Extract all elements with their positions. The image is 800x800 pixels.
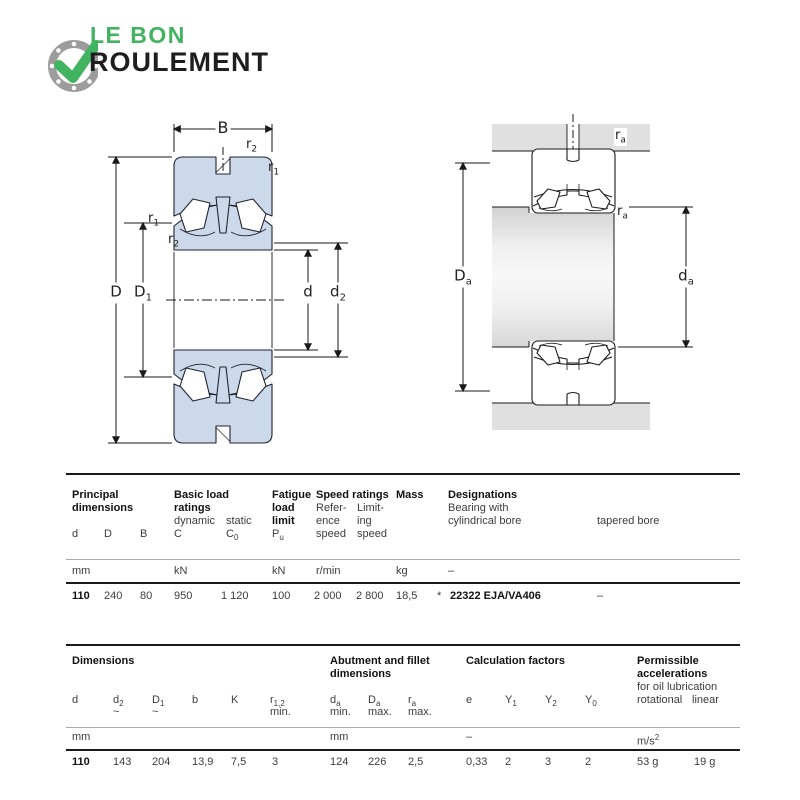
t1-sub-dynamic: dynamic — [174, 515, 215, 527]
t1-sub-C: C — [174, 528, 182, 540]
t1-val-D: 240 — [104, 590, 123, 602]
dim-label-r1-left: $r_1$ — [148, 211, 160, 229]
t2-sub-D1-note: ~ — [152, 706, 159, 718]
t1-sub-lim-l1: Limit- — [357, 502, 384, 514]
t2-sub-b: b — [192, 694, 199, 706]
dim-label-D1: $D_1$ — [134, 282, 152, 304]
t1-val-B: 80 — [140, 590, 153, 602]
dim-label-ra-mid: $r_a$ — [617, 204, 628, 222]
t2-val-r12: 3 — [272, 756, 279, 768]
t2-group-perm-l2: accelerations — [637, 668, 708, 680]
t1-unit-mm: mm — [72, 565, 91, 577]
t2-sub-d2: $d_2$ — [113, 694, 124, 709]
t2-group-perm-l3: for oil lubrication — [637, 681, 718, 693]
t1-sub-B: B — [140, 528, 148, 540]
t1-val-d: 110 — [72, 590, 90, 602]
t2-sub-r12-note: min. — [270, 706, 291, 718]
dim-label-Da: $D_a$ — [454, 266, 472, 288]
t2-val-Da: 226 — [368, 756, 387, 768]
t1-val-Pu: 100 — [272, 590, 291, 602]
t2-group-calc: Calculation factors — [466, 655, 566, 667]
t1-sub-ref-l1: Refer- — [316, 502, 347, 514]
t1-group-fatigue-l3: limit — [272, 515, 295, 527]
t2-unit-dash: – — [466, 731, 473, 743]
t1-group-fatigue-l1: Fatigue — [272, 489, 312, 501]
logo-text-line2: ROULEMENT — [89, 47, 269, 77]
t1-val-C: 950 — [174, 590, 193, 602]
t2-sub-Y0: $Y_0$ — [585, 694, 597, 709]
t1-group-speed: Speed ratings — [316, 489, 389, 501]
dim-label-r2-left: $r_2$ — [168, 232, 180, 250]
dim-label-da: $d_a$ — [678, 266, 694, 288]
housing-bottom — [492, 403, 650, 430]
t2-sub-r12: $r_{1,2}$ — [270, 694, 285, 709]
t1-val-star: * — [437, 590, 442, 602]
t2-sub-da-note: min. — [330, 706, 351, 718]
t2-sub-rotational: rotational — [637, 694, 683, 706]
t1-group-fatigue-l2: load — [272, 502, 295, 514]
table2-top-rule — [66, 644, 740, 646]
t2-val-d: 110 — [72, 756, 90, 768]
t1-unit-rpm: r/min — [316, 565, 341, 577]
right-diagram — [455, 114, 693, 430]
t1-group-principal-l2: dimensions — [72, 502, 134, 514]
t2-val-K: 7,5 — [231, 756, 247, 768]
t1-sub-ref-l2: ence — [316, 515, 340, 527]
t1-sub-bearing-l2: cylindrical bore — [448, 515, 522, 527]
t2-val-ra: 2,5 — [408, 756, 424, 768]
t2-group-abutment-l2: dimensions — [330, 668, 392, 680]
t2-val-Y2: 3 — [545, 756, 552, 768]
t2-sub-Y1: $Y_1$ — [505, 694, 517, 709]
table1-data-rule — [66, 582, 740, 584]
t1-val-ref-speed: 2 000 — [314, 590, 342, 602]
t2-val-rotational: 53 g — [637, 756, 659, 768]
t2-sub-ra: $r_a$ — [408, 694, 417, 709]
t2-val-da: 124 — [330, 756, 349, 768]
t1-sub-D: D — [104, 528, 112, 540]
table1-top-rule — [66, 473, 740, 475]
t2-sub-d: d — [72, 694, 79, 706]
t2-unit-mm1: mm — [72, 731, 91, 743]
t2-val-d2: 143 — [113, 756, 132, 768]
t1-sub-lim-l2: ing — [357, 515, 372, 527]
t1-group-designations: Designations — [448, 489, 518, 501]
t1-group-basic-l1: Basic load — [174, 489, 230, 501]
t2-val-linear: 19 g — [694, 756, 716, 768]
t1-group-principal-l1: Principal — [72, 489, 119, 501]
logo-text-line1: LE BON — [90, 22, 186, 48]
t1-sub-Pu: $P_u$ — [272, 528, 284, 543]
t2-sub-e: e — [466, 694, 473, 706]
t1-val-designation: 22322 EJA/VA406 — [450, 590, 541, 602]
dim-label-d: d — [301, 283, 315, 304]
t2-sub-d2-note: ~ — [113, 706, 120, 718]
t2-sub-Y2: $Y_2$ — [545, 694, 557, 709]
t2-val-b: 13,9 — [192, 756, 214, 768]
t2-sub-K: K — [231, 694, 239, 706]
t2-val-Y1: 2 — [505, 756, 512, 768]
t1-val-tapered: – — [597, 590, 604, 602]
t2-sub-ra-note: max. — [408, 706, 432, 718]
t2-group-perm-l1: Permissible — [637, 655, 699, 667]
t2-val-e: 0,33 — [466, 756, 488, 768]
t1-sub-static: static — [226, 515, 252, 527]
t2-sub-D1: $D_1$ — [152, 694, 165, 709]
shaft — [492, 207, 614, 347]
t1-sub-ref-l3: speed — [316, 528, 346, 540]
t1-unit-dash: – — [448, 565, 455, 577]
dim-label-r1-top: $r_1$ — [268, 160, 280, 178]
dim-label-d2: $d_2$ — [330, 282, 346, 304]
t1-sub-d: d — [72, 528, 79, 540]
t1-sub-bearing-l1: Bearing with — [448, 502, 509, 514]
t2-unit-mm2: mm — [330, 731, 349, 743]
t1-unit-kn2: kN — [272, 565, 286, 577]
t2-group-abutment-l1: Abutment and fillet — [330, 655, 430, 667]
dim-label-ra-top: $r_a$ — [615, 128, 626, 146]
t1-val-C0: 1 120 — [221, 590, 249, 602]
t1-sub-lim-l3: speed — [357, 528, 387, 540]
t1-val-lim-speed: 2 800 — [356, 590, 384, 602]
t1-group-mass: Mass — [396, 489, 424, 501]
t1-val-mass: 18,5 — [396, 590, 418, 602]
t2-val-D1: 204 — [152, 756, 171, 768]
table2-data-rule — [66, 749, 740, 751]
t2-sub-linear: linear — [692, 694, 719, 706]
t2-unit-ms2: $m/s^2$ — [637, 733, 660, 748]
t2-sub-Da-note: max. — [368, 706, 392, 718]
t1-sub-C0: $C_0$ — [226, 528, 239, 543]
dim-label-B: B — [216, 118, 231, 140]
t1-unit-kn1: kN — [174, 565, 188, 577]
table1-units-rule — [66, 559, 740, 560]
t2-val-Y0: 2 — [585, 756, 592, 768]
t2-group-dimensions: Dimensions — [72, 655, 135, 667]
t1-unit-kg: kg — [396, 565, 408, 577]
t1-group-basic-l2: ratings — [174, 502, 211, 514]
dim-label-D: D — [108, 283, 124, 304]
table2-units-rule — [66, 727, 740, 728]
t2-sub-Da: $D_a$ — [368, 694, 381, 709]
dim-label-r2-top: $r_2$ — [246, 137, 258, 155]
t1-sub-tapered: tapered bore — [597, 515, 660, 527]
t2-sub-da: $d_a$ — [330, 694, 341, 709]
